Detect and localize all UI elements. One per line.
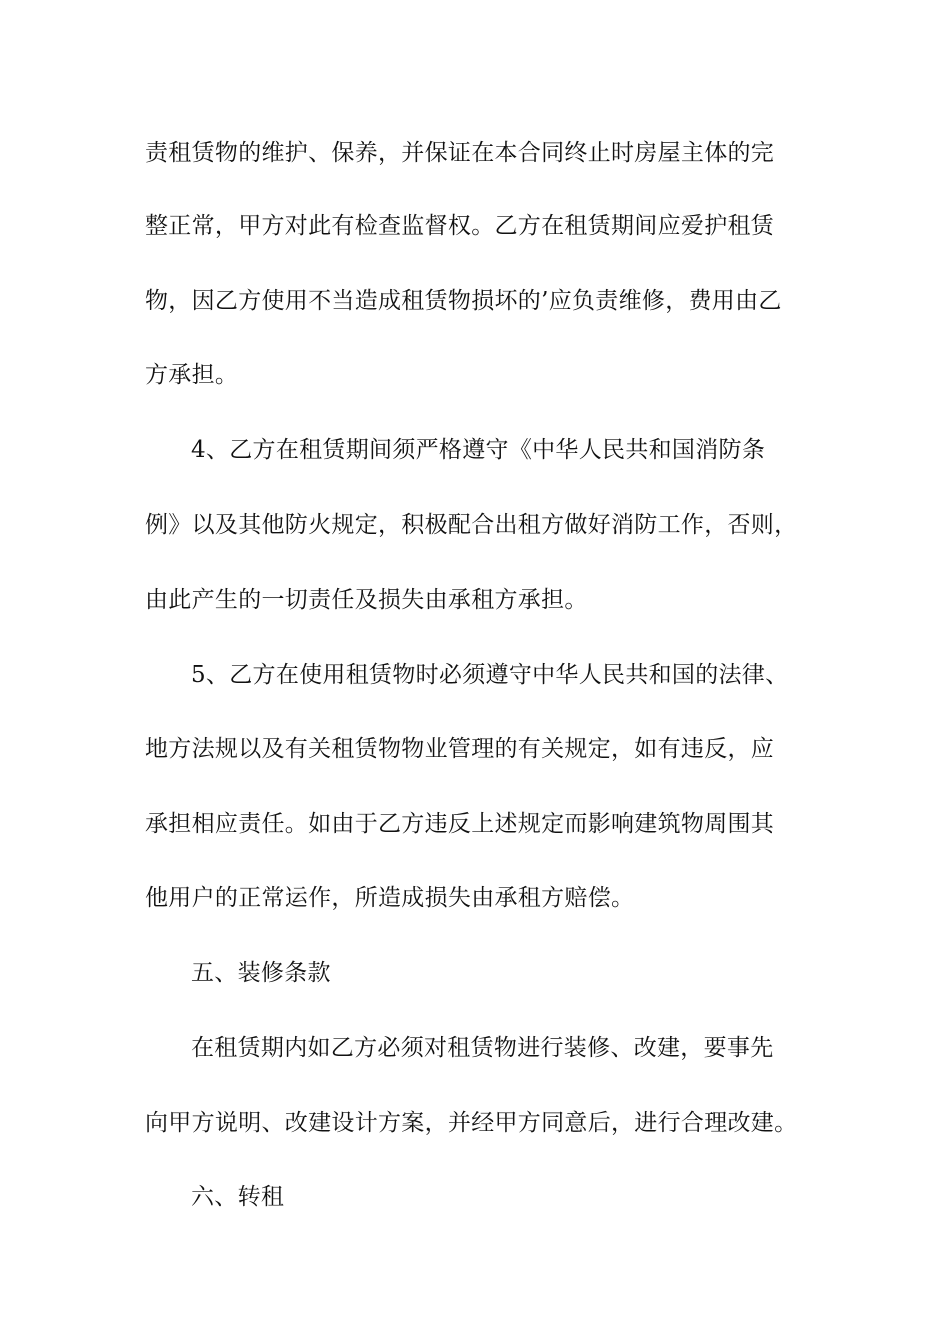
clause-5-heading-line: 5、乙方在使用租赁物时必须遵守中华人民共和国的法律、 — [191, 662, 789, 688]
section-heading-sublease: 六、转租 — [191, 1184, 285, 1210]
section-heading-decoration: 五、装修条款 — [191, 960, 331, 986]
text-line: 他用户的正常运作，所造成损失由承租方赔偿。 — [145, 885, 635, 911]
text-line: 例》以及其他防火规定，积极配合出租方做好消防工作，否则， — [145, 512, 798, 538]
text-line: 在租赁期内如乙方必须对租赁物进行装修、改建，要事先 — [191, 1035, 774, 1061]
text-line: 承担相应责任。如由于乙方违反上述规定而影响建筑物周围其 — [145, 811, 775, 837]
text-line: 由此产生的一切责任及损失由承租方承担。 — [145, 587, 588, 613]
text-line: 整正常，甲方对此有检查监督权。乙方在租赁期间应爱护租赁 — [145, 213, 775, 239]
text-line: 向甲方说明、改建设计方案，并经甲方同意后，进行合理改建。 — [145, 1110, 798, 1136]
clause-4-heading-line: 4、乙方在租赁期间须严格遵守《中华人民共和国消防条 — [191, 437, 766, 463]
text-line: 地方法规以及有关租赁物物业管理的有关规定，如有违反，应 — [145, 736, 775, 762]
text-line: 方承担。 — [145, 362, 239, 388]
text-line: 物，因乙方使用不当造成租赁物损坏的’应负责维修，费用由乙 — [145, 288, 782, 314]
text-line: 责租赁物的维护、保养，并保证在本合同终止时房屋主体的完 — [145, 140, 775, 166]
